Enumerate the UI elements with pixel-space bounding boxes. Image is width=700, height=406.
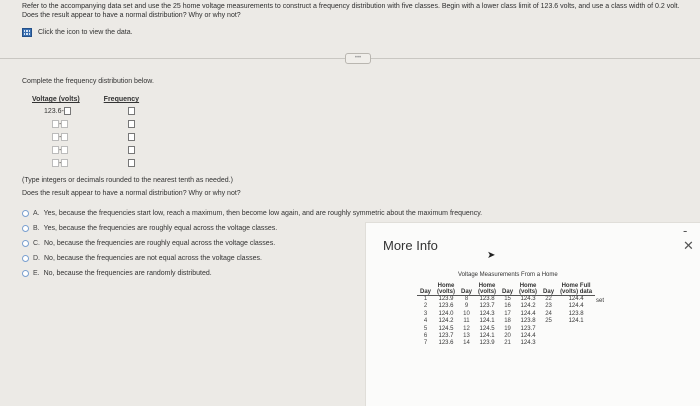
day-cell: 15 (504, 296, 511, 302)
day-cell: 22 (545, 296, 552, 302)
rounding-note: (Type integers or decimals rounded to the nearest tenth as needed.) (22, 177, 233, 184)
table-header (32, 96, 139, 103)
day-cell: 2 (423, 303, 428, 310)
day-cell: 11 (463, 318, 470, 325)
dash: - (59, 133, 62, 141)
column-header: (volts) (434, 289, 458, 296)
class-row-5 (52, 159, 68, 167)
option-text[interactable]: No, because the frequencies are roughly equal across the voltage classes. (44, 240, 276, 247)
option-letter: C. (33, 240, 40, 247)
day-cell: 20 (504, 333, 511, 340)
voltage-cell: 124.5 (479, 325, 495, 332)
column-header: Home (437, 283, 455, 289)
upper-limit-input-3[interactable] (61, 133, 68, 141)
day-cell: 17 (504, 310, 511, 317)
day-cell: 6 (423, 333, 428, 340)
option-letter: D. (33, 255, 40, 262)
upper-limit-input-2[interactable] (61, 120, 68, 128)
day-cell: 18 (504, 318, 511, 325)
voltage-cell: 124.4 (520, 333, 536, 340)
table-row (417, 340, 595, 347)
column-header: Home (478, 283, 496, 289)
instruction-text: Complete the frequency distribution below. (22, 78, 154, 85)
radio-b[interactable] (22, 225, 29, 232)
day-cell: 14 (463, 340, 470, 347)
dash: - (59, 146, 62, 154)
upper-limit-input-5[interactable] (61, 159, 68, 167)
day-cell: 13 (463, 333, 470, 340)
dash: - (61, 107, 64, 115)
frequency-input-2[interactable] (128, 120, 135, 128)
class-row-3 (52, 133, 68, 141)
voltage-cell (557, 333, 595, 340)
upper-limit-input-1[interactable] (61, 107, 71, 115)
data-table-icon[interactable] (22, 28, 32, 37)
day-cell: 8 (464, 296, 469, 302)
day-cell: 10 (463, 310, 470, 317)
voltage-cell: 124.5 (438, 325, 454, 332)
table-row (417, 318, 595, 325)
voltage-cell: 123.8 (479, 296, 495, 302)
first-lower-limit: 123.6 (44, 107, 62, 115)
voltage-header: Voltage (volts) (32, 96, 80, 103)
voltage-cell: 123.8 (520, 318, 536, 325)
lower-limit-input-4[interactable] (52, 146, 62, 154)
table-row (417, 296, 595, 304)
view-data-link[interactable] (22, 28, 133, 37)
voltage-cell: 124.0 (438, 310, 454, 317)
day-cell: 12 (463, 325, 470, 332)
voltage-cell: 123.7 (479, 303, 495, 310)
option-text[interactable]: Yes, because the frequencies start low, reach a maximum, then become low again, and are roughly symmetric about the maximum frequency. (43, 210, 483, 217)
problem-statement: Refer to the accompanying data set and use the 25 home voltage measurements to construct a frequency distribution with five classes. Begin with a lower class limit of 123.6 volts, and use a class width of 0.2 volt. Does the result appear to have a normal distribution? Why or why not? (22, 3, 680, 19)
voltage-cell (557, 340, 595, 347)
header-row-bottom (417, 289, 595, 296)
day-cell: 7 (423, 340, 428, 347)
dialog-title: More Info (383, 238, 438, 253)
day-cell: 23 (545, 303, 552, 310)
day-cell: 16 (504, 303, 511, 310)
data-table-title: Voltage Measurements From a Home (458, 272, 558, 278)
mouse-cursor-icon: ➤ (487, 250, 496, 261)
day-cell (540, 340, 557, 347)
voltage-cell: 123.8 (568, 310, 584, 317)
frequency-header: Frequency (103, 96, 140, 103)
frequency-input-5[interactable] (128, 159, 135, 167)
option-a[interactable] (22, 210, 582, 217)
lower-limit-input-3[interactable] (52, 133, 62, 141)
minimize-button[interactable]: - (683, 223, 688, 238)
day-cell: 21 (504, 340, 511, 347)
day-cell (540, 333, 557, 340)
column-header: (volts) data (557, 289, 595, 296)
voltage-cell: 124.4 (568, 303, 584, 310)
option-text[interactable]: No, because the frequencies are not equal across the voltage classes. (44, 255, 262, 262)
dash: - (59, 159, 62, 167)
voltage-cell: 124.2 (438, 318, 454, 325)
day-cell: 1 (423, 296, 428, 302)
frequency-input-3[interactable] (128, 133, 135, 141)
column-header: Day (417, 289, 434, 296)
voltage-cell: 124.1 (568, 318, 584, 325)
lower-limit-input-2[interactable] (52, 120, 62, 128)
voltage-cell: 124.3 (479, 310, 495, 317)
day-cell: 25 (545, 318, 552, 325)
voltage-cell: 124.3 (520, 296, 536, 302)
day-cell: 3 (423, 310, 428, 317)
class-row-4 (52, 146, 68, 154)
voltage-cell: 123.6 (438, 303, 454, 310)
voltage-cell: 123.7 (520, 325, 536, 332)
radio-a[interactable] (22, 210, 29, 217)
class-row-1 (44, 107, 71, 115)
column-header: Day (458, 289, 475, 296)
radio-d[interactable] (22, 255, 29, 262)
table-row (417, 311, 595, 318)
voltage-cell: 124.4 (520, 310, 536, 317)
voltage-cell: 124.4 (568, 296, 584, 302)
day-cell: 9 (464, 303, 469, 310)
option-text[interactable]: Yes, because the frequencies are roughly equal across the voltage classes. (43, 225, 278, 232)
column-header: Home Full (561, 283, 591, 289)
option-text[interactable]: No, because the frequencies are randomly distributed. (43, 270, 212, 277)
option-letter: A. (33, 210, 40, 217)
frequency-input-4[interactable] (128, 146, 135, 154)
column-header: (volts) (475, 289, 499, 296)
lower-limit-input-5[interactable] (52, 159, 62, 167)
voltage-cell: 123.9 (479, 340, 495, 347)
day-cell: 24 (545, 310, 552, 317)
voltage-cell: 124.1 (479, 333, 495, 340)
voltage-cell: 123.7 (438, 333, 454, 340)
column-header: (volts) (516, 289, 540, 296)
column-header: Home (519, 283, 537, 289)
day-cell (540, 326, 557, 333)
voltage-cell: 124.2 (520, 303, 536, 310)
table-row (417, 303, 595, 310)
day-cell: 19 (504, 325, 511, 332)
option-letter: E. (33, 270, 40, 277)
dialog-controls (677, 223, 700, 254)
view-data-label[interactable]: Click the icon to view the data. (38, 29, 133, 36)
radio-c[interactable] (22, 240, 29, 247)
table-row (417, 326, 595, 333)
voltage-cell (557, 326, 595, 333)
row-annotation: set (596, 298, 605, 304)
expand-handle[interactable]: ••• (345, 53, 371, 64)
class-row-2 (52, 120, 68, 128)
day-cell: 5 (423, 325, 428, 332)
close-button[interactable]: ✕ (683, 238, 694, 253)
radio-e[interactable] (22, 270, 29, 277)
table-row (417, 333, 595, 340)
voltage-data-table (417, 283, 595, 348)
voltage-cell: 123.6 (438, 340, 454, 347)
column-header: Day (540, 289, 557, 296)
column-header: Day (499, 289, 516, 296)
voltage-cell: 124.1 (479, 318, 495, 325)
upper-limit-input-4[interactable] (61, 146, 68, 154)
option-letter: B. (33, 225, 40, 232)
question-text: Does the result appear to have a normal distribution? Why or why not? (22, 190, 241, 197)
frequency-input-1[interactable] (128, 107, 135, 115)
dash: - (59, 120, 62, 128)
voltage-cell: 124.3 (520, 340, 536, 347)
voltage-cell: 123.9 (438, 296, 454, 302)
day-cell: 4 (423, 318, 428, 325)
